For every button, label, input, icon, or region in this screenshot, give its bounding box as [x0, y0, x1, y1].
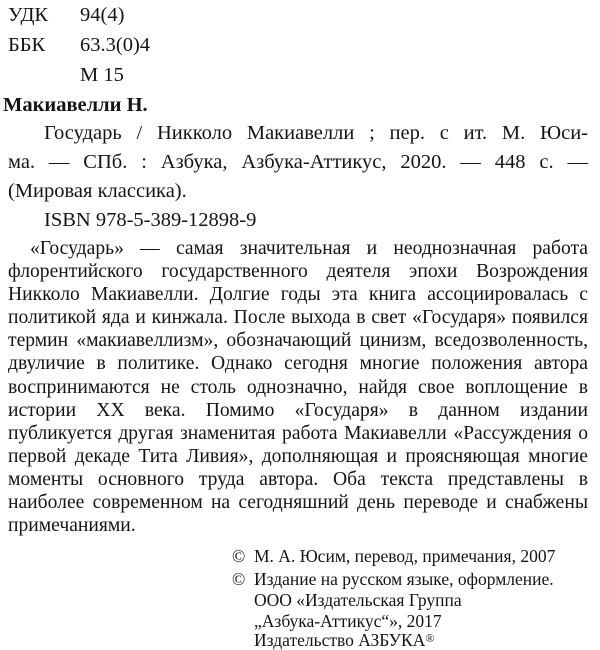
copyright-imprint — [232, 630, 435, 650]
bibliographic-record-cont — [8, 151, 588, 173]
udk-label: УДК — [8, 4, 49, 26]
copyright-imprint-text: Издательство АЗБУКА — [254, 630, 426, 650]
biblio-line: (Мировая классика). — [8, 180, 187, 202]
author-heading: Макиавелли Н. — [3, 94, 148, 116]
author-mark: М 15 — [80, 64, 124, 86]
bibliographic-record — [44, 122, 588, 144]
udk-value: 94(4) — [80, 4, 125, 26]
copyright-publisher-name — [232, 611, 442, 631]
biblio-line: ма. — СПб. : Азбука, Азбука-Аттикус, 2020. — 448 с. — — [8, 151, 588, 173]
copyright-publisher-group-text: ООО «Издательская Группа — [254, 590, 462, 610]
annotation-text: «Государь» — самая значительная и неоднозначная работа флорентийского государственного деятеля эпохи Возрождения Никколо Макиавелли. Долгие годы эта книга ассоциировалась с политикой яда и кинжала. После выхода в свет «Государя» появился термин «макиавеллизм», обозначающий цинизм, вседозволенность, двуличие в политике. Однако сегодня многие положения автора воспринимаются не столь однозначно, найдя свое воплощение в истории XX века. Помимо «Государя» в данном издании публикуется другая знаменитая работа Макиавелли «Рассуждения о первой декаде Тита Ливия», дополняющая и проясняющая многие моменты основного труда автора. Оба текста представлены в наиболее современном на сегодняшний день переводе и снабжены примечаниями. — [8, 238, 588, 537]
copyright-publisher-name-text: „Азбука-Аттикус“», 2017 — [254, 611, 442, 631]
copyright-edition-text: Издание на русском языке, оформление. — [254, 569, 554, 589]
bibliographic-record-series — [8, 180, 588, 202]
copyright-edition — [232, 569, 554, 589]
registered-mark: ® — [425, 631, 435, 645]
copyright-publisher-group — [232, 590, 462, 610]
bbk-label: ББК — [8, 34, 46, 56]
biblio-line: Государь / Никколо Макиавелли ; пер. с ит. М. Юси- — [44, 122, 588, 144]
copyright-symbol: © — [232, 569, 246, 589]
copyright-translation-text: М. А. Юсим, перевод, примечания, 2007 — [254, 546, 556, 566]
bbk-value: 63.3(0)4 — [80, 34, 151, 56]
isbn: ISBN 978-5-389-12898-9 — [44, 209, 257, 231]
copyright-symbol: © — [232, 546, 246, 566]
copyright-translation — [232, 546, 555, 566]
